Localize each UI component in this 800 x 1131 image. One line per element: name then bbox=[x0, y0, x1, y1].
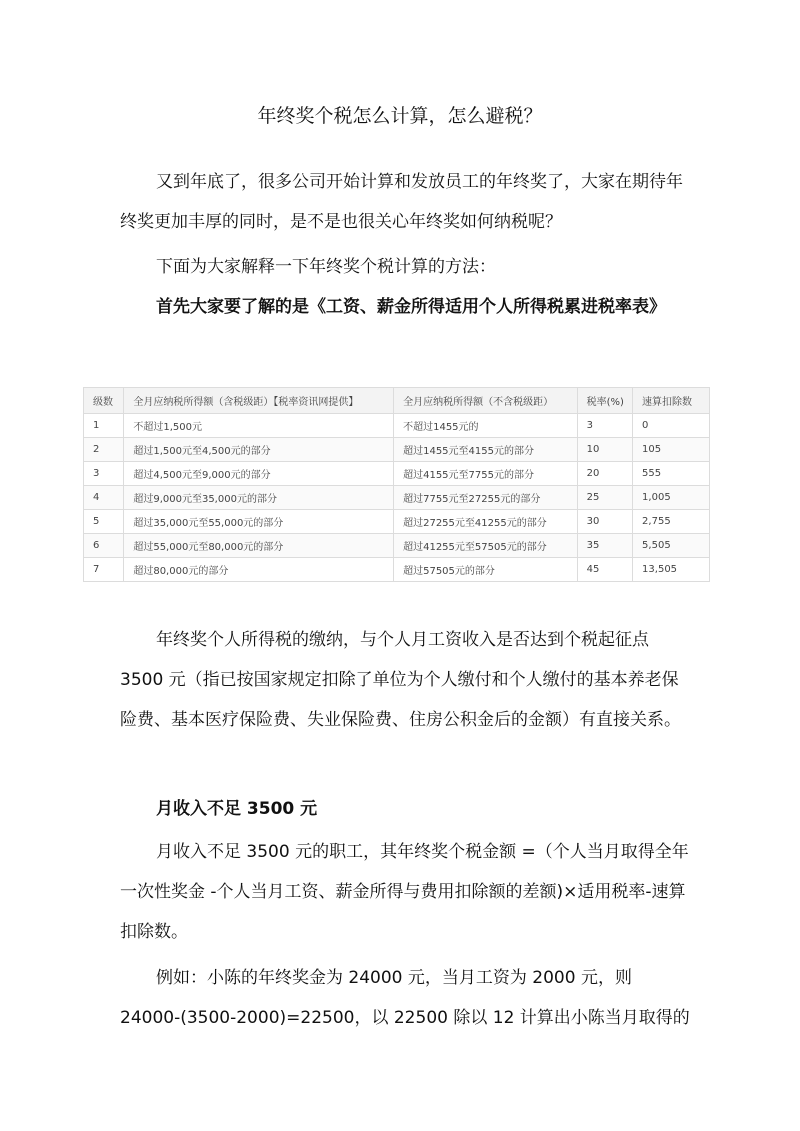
intro-paragraph: 又到年底了，很多公司开始计算和发放员工的年终奖了，大家在期待年终奖更加丰厚的同时，是不是也很关心年终奖如何纳税呢？ bbox=[120, 172, 683, 232]
table-row bbox=[84, 462, 710, 486]
cell-taxable-excl: 超过27255元至41255元的部分 bbox=[394, 510, 577, 534]
table-row bbox=[84, 414, 710, 438]
table-header-row bbox=[84, 388, 710, 414]
cell-deduction: 1,005 bbox=[633, 486, 710, 510]
cell-rate: 10 bbox=[577, 438, 632, 462]
header-deduction: 速算扣除数 bbox=[633, 388, 710, 414]
cell-deduction: 555 bbox=[633, 462, 710, 486]
cell-deduction: 105 bbox=[633, 438, 710, 462]
cell-taxable-excl: 超过7755元至27255元的部分 bbox=[394, 486, 577, 510]
table-row bbox=[84, 438, 710, 462]
cell-rate: 30 bbox=[577, 510, 632, 534]
cell-taxable-incl: 不超过1,500元 bbox=[124, 414, 394, 438]
page-title: 年终奖个税怎么计算，怎么避税？ bbox=[257, 105, 543, 127]
table-row bbox=[84, 486, 710, 510]
threshold-paragraph: 年终奖个人所得税的缴纳，与个人月工资收入是否达到个税起征点 3500 元（指已按国家规定扣除了单位为个人缴付和个人缴付的基本养老保险费、基本医疗保险费、失业保险费、住房公积金后的金额）有直接关系。 bbox=[120, 630, 681, 730]
cell-level: 3 bbox=[84, 462, 124, 486]
header-rate: 税率(%) bbox=[577, 388, 632, 414]
table-row bbox=[84, 558, 710, 582]
cell-taxable-excl: 超过1455元至4155元的部分 bbox=[394, 438, 577, 462]
cell-taxable-incl: 超过4,500元至9,000元的部分 bbox=[124, 462, 394, 486]
cell-level: 5 bbox=[84, 510, 124, 534]
cell-taxable-excl: 超过4155元至7755元的部分 bbox=[394, 462, 577, 486]
formula-paragraph: 月收入不足 3500 元的职工，其年终奖个税金额 =（个人当月取得全年一次性奖金 -个人当月工资、薪金所得与费用扣除额的差额)×适用税率-速算扣除数。 bbox=[120, 842, 689, 942]
cell-deduction: 0 bbox=[633, 414, 710, 438]
cell-rate: 35 bbox=[577, 534, 632, 558]
explain-paragraph: 下面为大家解释一下年终奖个税计算的方法： bbox=[156, 257, 496, 277]
cell-taxable-incl: 超过55,000元至80,000元的部分 bbox=[124, 534, 394, 558]
cell-level: 7 bbox=[84, 558, 124, 582]
table-row bbox=[84, 510, 710, 534]
cell-level: 6 bbox=[84, 534, 124, 558]
cell-rate: 45 bbox=[577, 558, 632, 582]
cell-deduction: 5,505 bbox=[633, 534, 710, 558]
cell-rate: 25 bbox=[577, 486, 632, 510]
cell-level: 2 bbox=[84, 438, 124, 462]
cell-taxable-incl: 超过80,000元的部分 bbox=[124, 558, 394, 582]
header-taxable-excl: 全月应纳税所得额（不含税级距） bbox=[394, 388, 577, 414]
cell-taxable-excl: 不超过1455元的 bbox=[394, 414, 577, 438]
cell-level: 4 bbox=[84, 486, 124, 510]
cell-taxable-incl: 超过1,500元至4,500元的部分 bbox=[124, 438, 394, 462]
table-intro-paragraph: 首先大家要了解的是《工资、薪金所得适用个人所得税累进税率表》 bbox=[156, 297, 666, 317]
cell-deduction: 13,505 bbox=[633, 558, 710, 582]
table-row bbox=[84, 534, 710, 558]
cell-taxable-incl: 超过9,000元至35,000元的部分 bbox=[124, 486, 394, 510]
cell-taxable-excl: 超过57505元的部分 bbox=[394, 558, 577, 582]
cell-taxable-excl: 超过41255元至57505元的部分 bbox=[394, 534, 577, 558]
header-level: 级数 bbox=[84, 388, 124, 414]
cell-deduction: 2,755 bbox=[633, 510, 710, 534]
cell-level: 1 bbox=[84, 414, 124, 438]
cell-rate: 3 bbox=[577, 414, 632, 438]
header-taxable-incl: 全月应纳税所得额（含税级距）【税率资讯网提供】 bbox=[124, 388, 394, 414]
example-paragraph: 例如：小陈的年终奖金为 24000 元，当月工资为 2000 元，则 24000-(3500-2000)=22500，以 22500 除以 12 计算出小陈当月取得的 bbox=[120, 968, 690, 1028]
tax-rate-table bbox=[83, 387, 710, 582]
cell-taxable-incl: 超过35,000元至55,000元的部分 bbox=[124, 510, 394, 534]
low-income-heading: 月收入不足 3500 元 bbox=[156, 799, 318, 819]
cell-rate: 20 bbox=[577, 462, 632, 486]
